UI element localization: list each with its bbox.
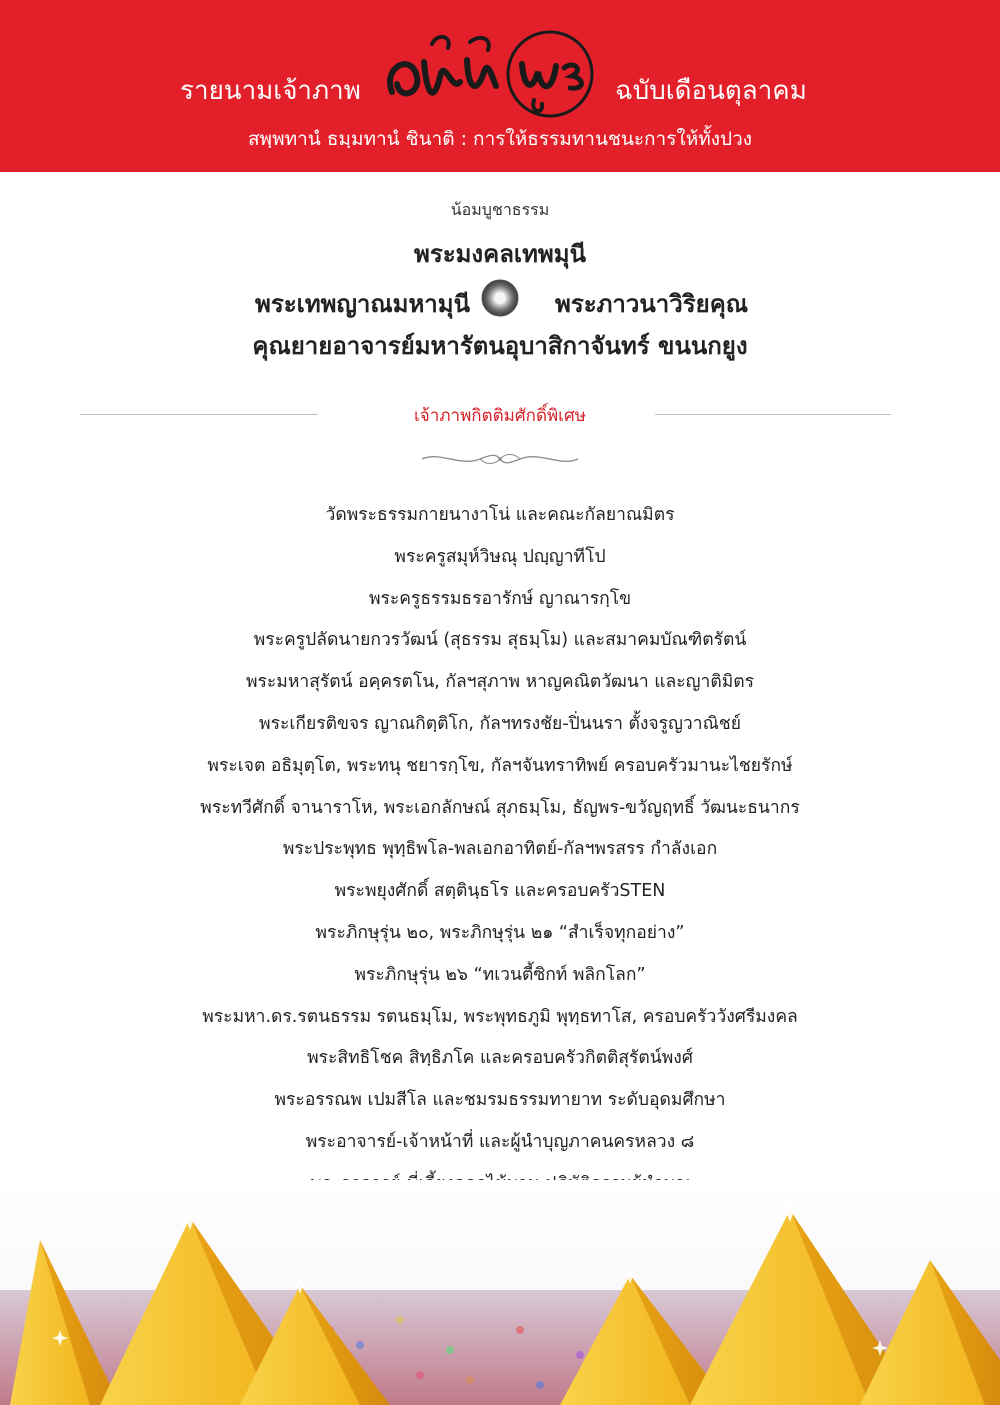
special-host-heading: เจ้าภาพกิตติมศักดิ์พิเศษ (414, 406, 586, 426)
sponsor-line: พระอาจารย์-เจ้าหน้าที่ และผู้นำบุญภาคนครหลวง ๘ (305, 1131, 695, 1152)
sponsor-list (60, 500, 940, 1211)
dharma-sphere-icon (480, 278, 520, 318)
golden-pyramids-scene (0, 1180, 1000, 1405)
header-right-text: ฉบับเดือนตุลาคม (615, 76, 807, 106)
header-left-text: รายนามเจ้าภาพ (180, 76, 361, 106)
sponsor-line: พระอรรณพ เปมสีโล และชมรมธรรมทายาท ระดับอุดมศึกษา (274, 1090, 726, 1111)
honoree-line-1: พระมงคลเทพมุนี (414, 240, 586, 268)
sponsor-line: พระครูธรรมธรอารักษ์ ญาณารกฺโข (368, 588, 632, 609)
sponsor-line: พระมหาสุรัตน์ อคฺครตโน, กัลฯสุภาพ หาญคณิตวัฒนา และญาติมิตร (245, 672, 755, 693)
sponsor-line: พระพยุงศักดิ์ สตฺตินฺธโร และครอบครัวSTEN (334, 881, 666, 902)
honoree-line-2-right: พระภาวนาวิริยคุณ (555, 290, 749, 318)
header-banner (0, 0, 1000, 172)
sponsor-line: พระภิกษุรุ่น ๒๖ “ทเวนตี้ซิกท์ พลิกโลก” (354, 964, 646, 985)
sponsor-line: พระสิทธิโชค สิทฺธิภโค และครอบครัวกิตติสุรัตน์พงศ์ (307, 1048, 693, 1069)
dedication-label: น้อมบูชาธรรม (450, 200, 550, 219)
sponsor-line: พระครูสมุห์วิษณุ ปญฺญาทีโป (394, 546, 606, 567)
sponsor-line: พระทวีศักดิ์ จานาราโห, พระเอกลักษณ์ สุภธมฺโม, ธัญพร-ขวัญฤทธิ์ วัฒนะธนากร (200, 797, 800, 818)
honoree-line-2-left: พระเทพญาณมหามุนี (255, 290, 470, 318)
honoree-line-3: คุณยายอาจารย์มหารัตนอุบาสิกาจันทร์ ขนนกยูง (252, 332, 748, 360)
sponsor-line: พระมหา.ดร.รตนธรรม รตนธมฺโม, พระพุทธภูมิ พุทฺธทาโส, ครอบครัววังศรีมงคล (202, 1006, 798, 1027)
divider-right (655, 414, 891, 415)
ayu-nai-bun-logo (372, 22, 608, 126)
sponsor-line: พระเกียรติขจร ญาณกิตฺติโก, กัลฯทรงชัย-ปิ่นนรา ตั้งจรูญวาณิชย์ (259, 713, 741, 734)
sponsor-line: พระครูปลัดนายกวรวัฒน์ (สุธรรม สุธมฺโม) และสมาคมบัณฑิตรัตน์ (253, 630, 747, 651)
sponsor-line: พระเจต อธิมุตฺโต, พระทนุ ชยารกฺโข, กัลฯจันทราทิพย์ ครอบครัวมานะไชยรักษ์ (207, 755, 793, 776)
sponsor-line: วัดพระธรรมกายนางาโน่ และคณะกัลยาณมิตร (325, 505, 675, 525)
ornament-flourish (420, 449, 580, 469)
sponsor-line: พระประพุทธ พุทฺธิพโล-พลเอกอาทิตย์-กัลฯพรสรร กำลังเอก (282, 839, 718, 860)
sponsor-line: พระภิกษุรุ่น ๒๐, พระภิกษุรุ่น ๒๑ “สำเร็จทุกอย่าง” (315, 922, 685, 943)
header-subtitle: สพฺพทานํ ธมฺมทานํ ชินาติ : การให้ธรรมทานชนะการให้ทั้งปวง (247, 128, 753, 150)
